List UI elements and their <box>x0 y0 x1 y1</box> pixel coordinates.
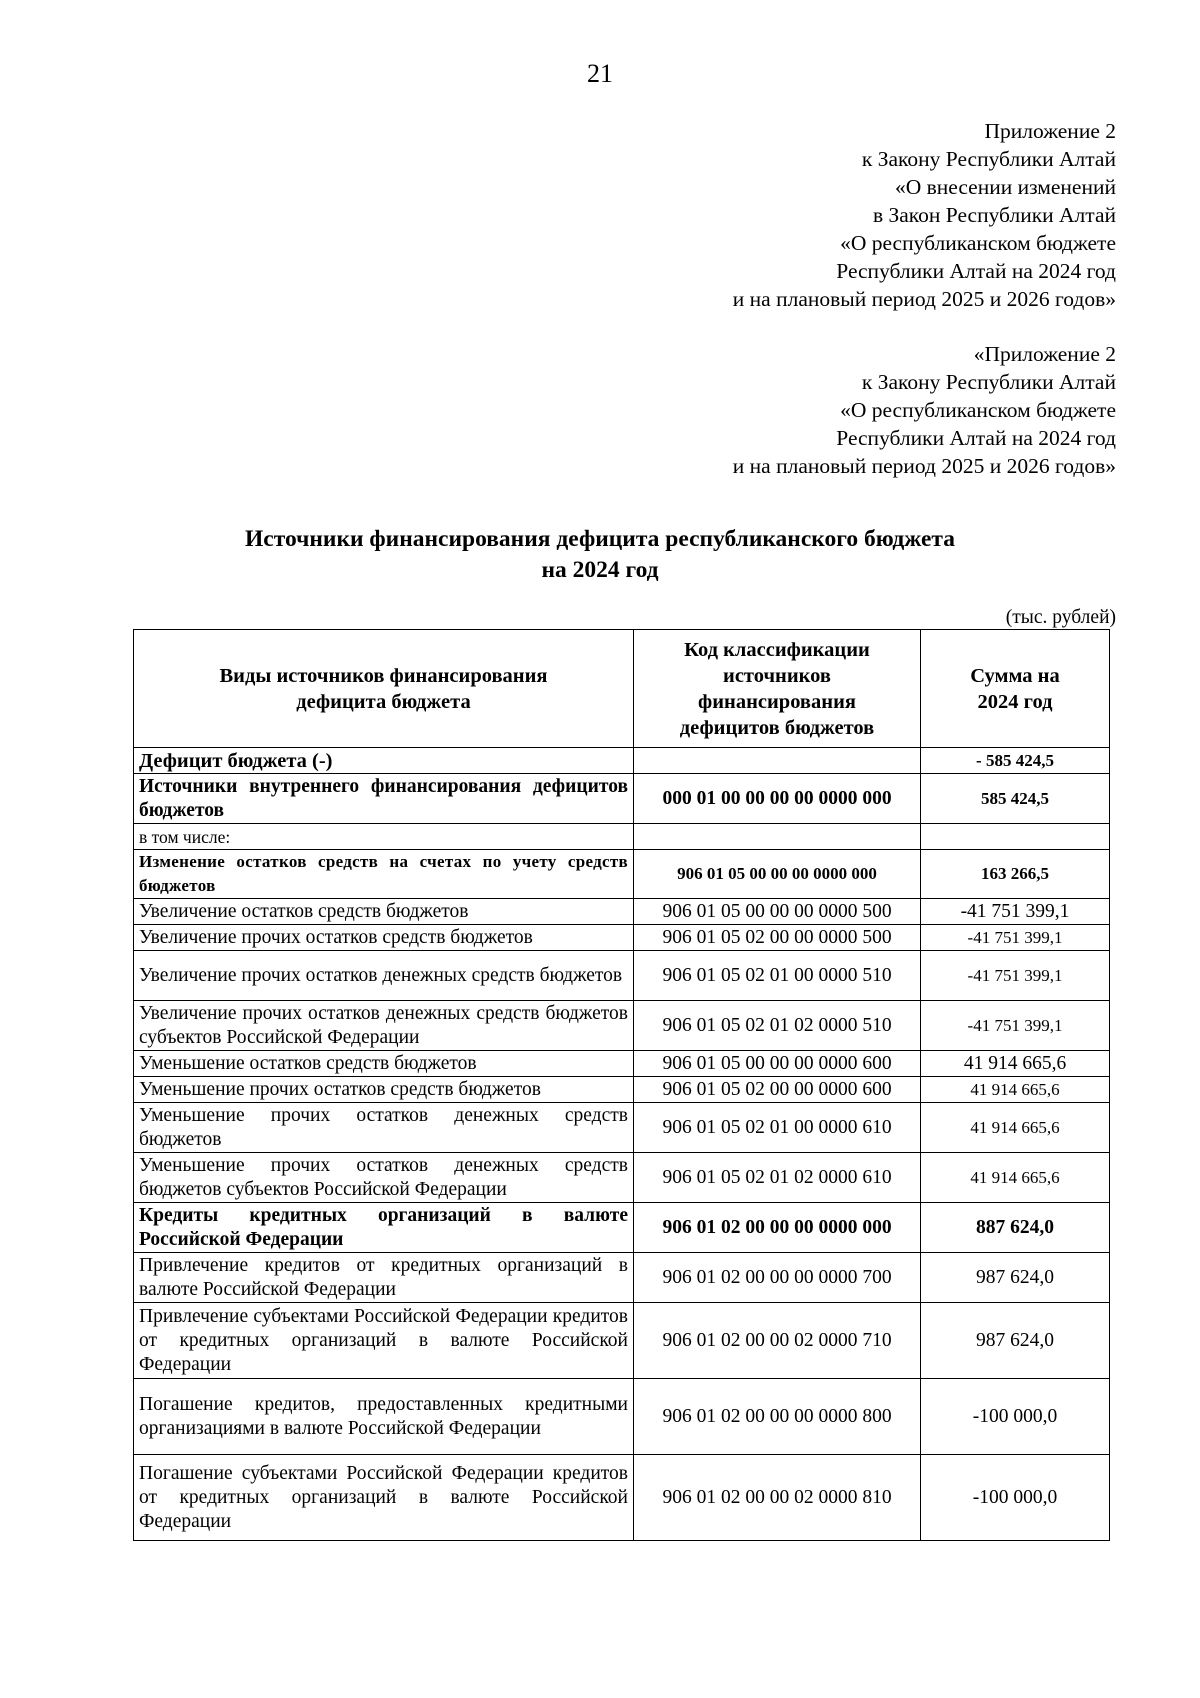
row-sum: 41 914 665,6 <box>921 1077 1110 1103</box>
appendix-line: Приложение 2 <box>984 119 1116 143</box>
appendix-line: «О республиканском бюджете <box>840 398 1116 422</box>
row-sum: -41 751 399,1 <box>921 951 1110 1001</box>
row-code: 906 01 05 02 01 02 0000 610 <box>634 1153 921 1203</box>
table-row <box>134 1303 1110 1379</box>
row-code <box>634 748 921 774</box>
units-label: (тыс. рублей) <box>1005 607 1116 628</box>
row-sum: 163 266,5 <box>921 850 1110 899</box>
table-row <box>134 1001 1110 1051</box>
row-code <box>634 824 921 850</box>
table-row <box>134 1455 1110 1541</box>
document-title <box>0 524 1200 586</box>
row-sum <box>921 824 1110 850</box>
header-sum: Сумма на 2024 год <box>921 630 1110 748</box>
row-code: 906 01 02 00 00 02 0000 810 <box>634 1455 921 1541</box>
page-number: 21 <box>587 59 613 88</box>
appendix-quoted <box>733 340 1116 480</box>
row-name: Увеличение прочих остатков денежных средств бюджетов субъектов Российской Федерации <box>134 1001 634 1051</box>
row-code: 906 01 05 02 00 00 0000 600 <box>634 1077 921 1103</box>
table-row <box>134 1153 1110 1203</box>
row-sum: -100 000,0 <box>921 1455 1110 1541</box>
row-code: 906 01 02 00 00 00 0000 700 <box>634 1253 921 1303</box>
row-code: 906 01 05 02 00 00 0000 500 <box>634 925 921 951</box>
table-row <box>134 748 1110 774</box>
row-name: Привлечение субъектами Российской Федерации кредитов от кредитных организаций в валюте Российской Федерации <box>134 1303 634 1379</box>
appendix-line: Республики Алтай на 2024 год <box>836 259 1116 283</box>
appendix-line: «О республиканском бюджете <box>840 231 1116 255</box>
table-row <box>134 1203 1110 1253</box>
row-name: Привлечение кредитов от кредитных организаций в валюте Российской Федерации <box>134 1253 634 1303</box>
appendix-header <box>733 117 1116 313</box>
row-code: 000 01 00 00 00 00 0000 000 <box>634 774 921 824</box>
row-name: Уменьшение прочих остатков средств бюджетов <box>134 1077 634 1103</box>
appendix-line: «О внесении изменений <box>894 175 1116 199</box>
table-row <box>134 1379 1110 1455</box>
table-row <box>134 1103 1110 1153</box>
appendix-line: к Закону Республики Алтай <box>861 147 1116 171</box>
title-line-1: Источники финансирования дефицита республиканского бюджета <box>245 526 955 552</box>
row-name: Увеличение прочих остатков денежных средств бюджетов <box>134 951 634 1001</box>
row-name: Уменьшение прочих остатков денежных средств бюджетов субъектов Российской Федерации <box>134 1153 634 1203</box>
row-code: 906 01 05 00 00 00 0000 600 <box>634 1051 921 1077</box>
row-sum: 41 914 665,6 <box>921 1051 1110 1077</box>
row-sum: -41 751 399,1 <box>921 1001 1110 1051</box>
table-row <box>134 925 1110 951</box>
row-name: Погашение субъектами Российской Федерации кредитов от кредитных организаций в валюте Российской Федерации <box>134 1455 634 1541</box>
row-code: 906 01 05 00 00 00 0000 500 <box>634 899 921 925</box>
financing-sources-table <box>133 629 1110 1541</box>
appendix-line: в Закон Республики Алтай <box>872 203 1116 227</box>
row-name: в том числе: <box>134 824 634 850</box>
row-code: 906 01 05 02 01 02 0000 510 <box>634 1001 921 1051</box>
header-source-type: Виды источников финансирования дефицита бюджета <box>134 630 634 748</box>
appendix-line: и на плановый период 2025 и 2026 годов» <box>732 287 1116 311</box>
appendix-line: Республики Алтай на 2024 год <box>836 426 1116 450</box>
row-sum: - 585 424,5 <box>921 748 1110 774</box>
table-row <box>134 951 1110 1001</box>
table-row <box>134 1051 1110 1077</box>
row-sum: 987 624,0 <box>921 1303 1110 1379</box>
row-sum: 987 624,0 <box>921 1253 1110 1303</box>
row-code: 906 01 05 02 01 00 0000 610 <box>634 1103 921 1153</box>
row-name: Источники внутреннего финансирования дефицитов бюджетов <box>134 774 634 824</box>
row-name: Уменьшение остатков средств бюджетов <box>134 1051 634 1077</box>
appendix-line: «Приложение 2 <box>973 342 1116 366</box>
row-code: 906 01 02 00 00 00 0000 000 <box>634 1203 921 1253</box>
row-name: Кредиты кредитных организаций в валюте Российской Федерации <box>134 1203 634 1253</box>
row-sum: 41 914 665,6 <box>921 1153 1110 1203</box>
row-sum: -100 000,0 <box>921 1379 1110 1455</box>
title-line-2: на 2024 год <box>541 557 659 583</box>
row-sum: -41 751 399,1 <box>921 925 1110 951</box>
row-sum: 585 424,5 <box>921 774 1110 824</box>
row-name: Погашение кредитов, предоставленных кредитными организациями в валюте Российской Федерации <box>134 1379 634 1455</box>
row-name: Увеличение прочих остатков средств бюджетов <box>134 925 634 951</box>
table-row <box>134 1077 1110 1103</box>
row-sum: 41 914 665,6 <box>921 1103 1110 1153</box>
row-name: Изменение остатков средств на счетах по учету средств бюджетов <box>134 850 634 899</box>
row-code: 906 01 02 00 00 02 0000 710 <box>634 1303 921 1379</box>
row-code: 906 01 02 00 00 00 0000 800 <box>634 1379 921 1455</box>
row-code: 906 01 05 00 00 00 0000 000 <box>634 850 921 899</box>
table-row <box>134 1253 1110 1303</box>
table-row <box>134 824 1110 850</box>
table-row <box>134 774 1110 824</box>
row-name: Увеличение остатков средств бюджетов <box>134 899 634 925</box>
row-sum: 887 624,0 <box>921 1203 1110 1253</box>
row-sum: -41 751 399,1 <box>921 899 1110 925</box>
header-classification-code: Код классификации источников финансирования дефицитов бюджетов <box>634 630 921 748</box>
row-name: Уменьшение прочих остатков денежных средств бюджетов <box>134 1103 634 1153</box>
appendix-line: к Закону Республики Алтай <box>861 370 1116 394</box>
appendix-line: и на плановый период 2025 и 2026 годов» <box>732 454 1116 478</box>
row-code: 906 01 05 02 01 00 0000 510 <box>634 951 921 1001</box>
table-row <box>134 850 1110 899</box>
row-name: Дефицит бюджета (-) <box>134 748 634 774</box>
table-row <box>134 899 1110 925</box>
